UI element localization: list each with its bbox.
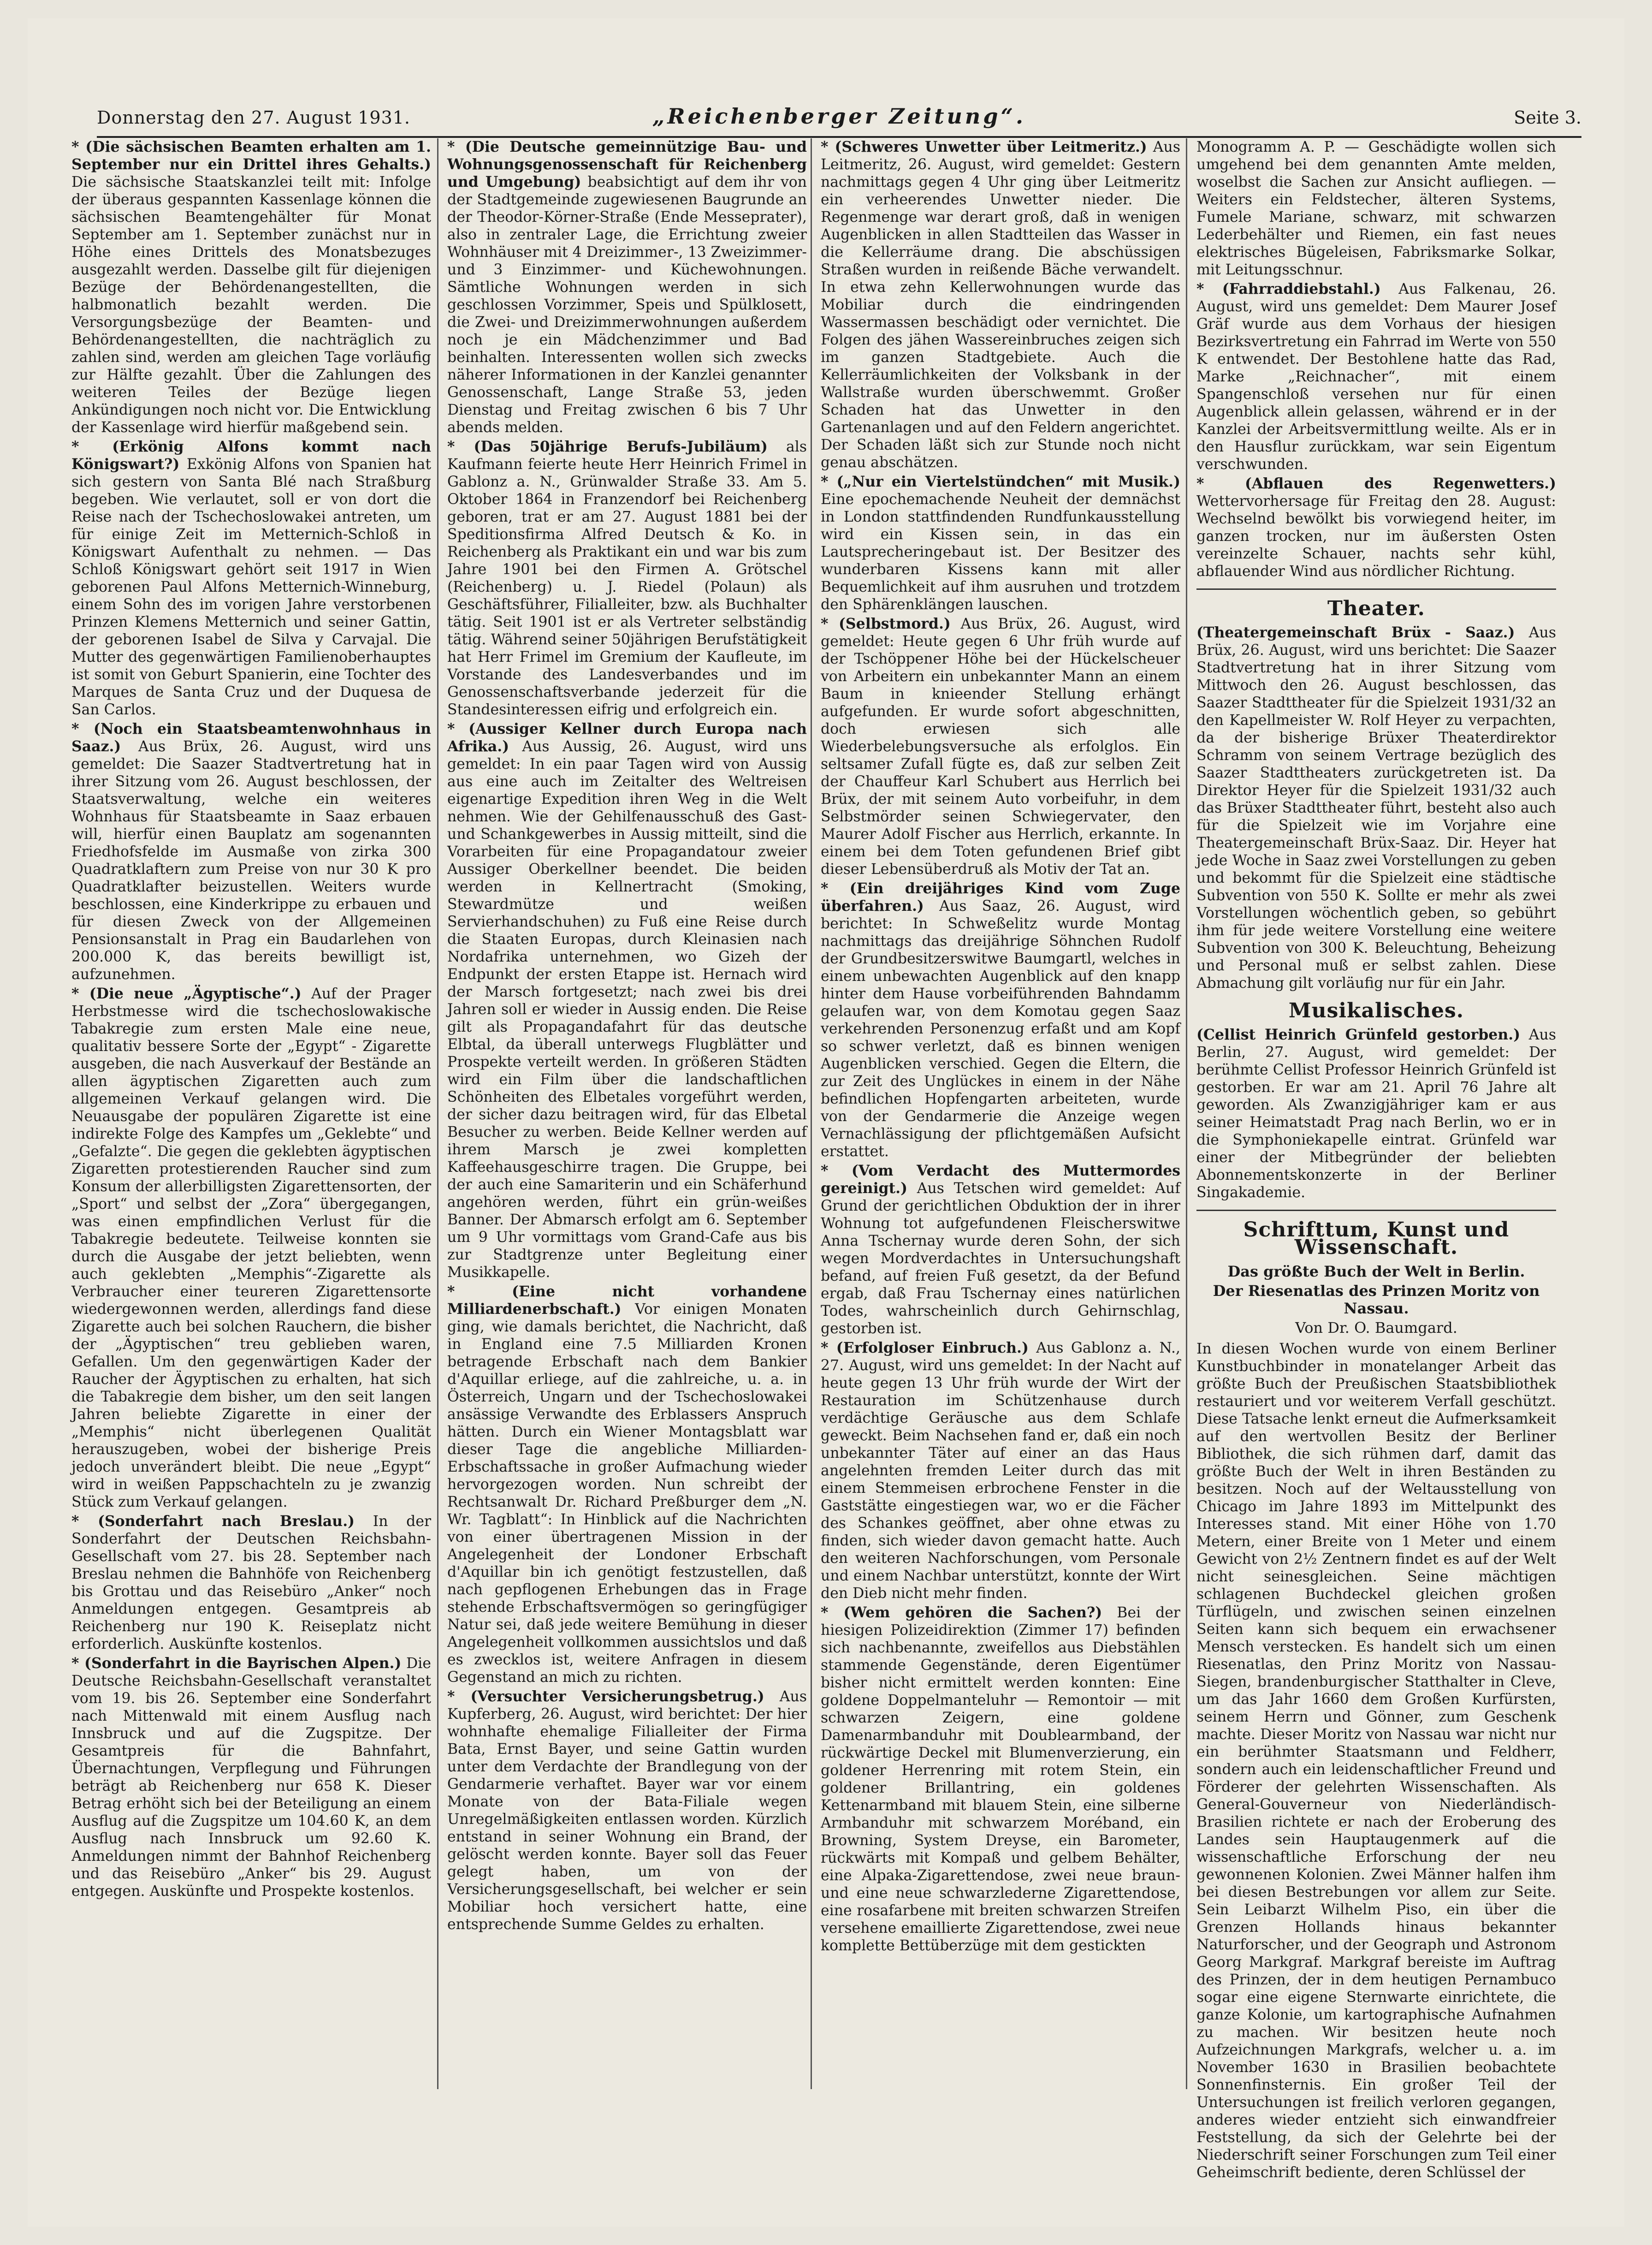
literature-heading: Schrifttum, Kunst und Wissenschaft. <box>1243 1218 1510 1259</box>
article-text: Eine epochemachende Neuheit der demnächst in London stattfindenden Rundfunkausstellung wird ein Kissen sein, in das ein Lautsprecheringebaut ist. Der Besitzer des wunderbaren Kissens kann mit aller Bequemlichkeit auf ihm ausruhen und trotzdem den Sphärenklängen lauschen. <box>821 491 1180 613</box>
article <box>71 985 431 1511</box>
article-text: In diesen Wochen wurde von einem Berliner Kunstbuchbinder in monatelanger Arbeit das größte Buch der Preußischen Staatsbibliothek restauriert und vor weiterem Verfall geschützt. Diese Tatsache lenkt erneut die Aufmerksamkeit auf den wertvollen Besitz der Berliner Bibliothek, die sich rühmen darf, damit das größte Buch der Welt in ihren Beständen zu besitzen. Noch auf der Weltausstellung von Chicago im Jahre 1893 im Mittelpunkt des Interesses stand. Mit einer Höhe von 1.70 Metern, einer Breite von 1 Meter und einem Gewicht von 2½ Zentnern findet es auf der Welt nicht seinesgleichen. Seine mächtigen schlagenen Buchdeckel gleichen großen Türflügeln, und zwischen seinen einzelnen Seiten kann sich bequem ein erwachsener Mensch verstecken. Es handelt sich um einen Riesenatlas, den Prinz Moritz von Nassau-Siegen, brandenburgischer Statthalter in Cleve, um das Jahr 1660 dem Großen Kurfürsten, seinem Herrn und Gönner, zum Geschenk machte. Dieser Moritz von Nassau war nicht nur ein berühmter Staatsmann und Feldherr, sondern auch ein leidenschaftlicher Freund und Förderer der gelehrten Wissenschaften. Als General-Gouverneur von Niederländisch-Brasilien richtete er nach der Eroberung des Landes sein Hauptaugenmerk auf die wissenschaftliche Erforschung der neu gewonnenen Kolonien. Zwei Männer halfen ihm bei diesen Bestrebungen vor allem zur Seite. Sein Leibarzt Wilhelm Piso, ein über die Grenzen Hollands hinaus bekannter Naturforscher, und der Geograph und Astronom Georg Markgraf. Markgraf bereiste im Auftrag des Prinzen, der in dem heutigen Pernambuco sogar eine eigene Sternwarte einrichtete, die ganze Kolonie, um kartographische Aufnahmen zu machen. Wir besitzen heute noch Aufzeichnungen Markgrafs, welcher u. a. im November 1630 in Brasilien beobachtete Sonnenfinsternis. Ein großer Teil der Untersuchungen ist freilich verloren gegangen, anderes wieder entzieht sich einwandfreier Feststellung, da sich der Gelehrte bei der Niederschrift seiner Forschungen zum Teil einer Geheimschrift bediente, deren Schlüssel der <box>1196 1341 1556 2181</box>
article-heading: * (Vom Verdacht des Muttermordes gereinigt.) <box>821 1162 1180 1197</box>
column-2 <box>447 138 807 2075</box>
article <box>821 615 1180 878</box>
article-text: Aus Brüx, 26. August, wird uns gemeldet: Die Saazer Stadtvertretung hat in ihrer Sitzung vom 26. August beschlossen, der Staatsverwaltung, welche ein weiteres Wohnhaus für Staatsbeamte in Saaz erbauen will, hierfür einen Bauplatz am sogenannten Friedhofsfelde im Ausmaße von zirka 300 Quadratklaftern zum Preise von nur 30 K pro Quadratklafter beizustellen. Weiters wurde beschlossen, eine Kinderkrippe zu erbauen und für diesen Zweck von der Allgemeinen Pensionsanstalt in Prag ein Baudarlehen von 200.000 K, das bereits bewilligt ist, aufzunehmen. <box>71 738 431 983</box>
column-4 <box>1196 138 1556 2181</box>
article <box>821 1604 1180 1954</box>
article-text: Wettervorhersage für Freitag den 28. August: Wechselnd bewölkt bis vorwiegend heiter, im ganzen trocken, nur im äußersten Osten vereinzelte Schauer, nachts sehr kühl, abflauender Wind aus nördlicher Richtung. <box>1196 493 1556 580</box>
article-text: Die Deutsche Reichsbahn-Gesellschaft veranstaltet vom 19. bis 26. September eine Sonderfahrt nach Mittenwald mit einem Ausflug nach Innsbruck und auf die Zugspitze. Der Gesamtpreis für die Bahnfahrt, Übernachtungen, Verpflegung und Führungen beträgt ab Reichenberg nur 658 K. Dieser Betrag erhöht sich bei der Beteiligung an einem Ausflug auf die Zugspitze um 104.60 K, an dem Ausflug nach Innsbruck um 92.60 K. Anmeldungen nimmt der Bahnhof Reichenberg und das Reisebüro „Anker“ bis 29. August entgegen. Auskünfte und Prospekte kostenlos. <box>71 1655 431 1900</box>
article-heading: * (Sonderfahrt nach Breslau.) <box>71 1513 355 1530</box>
article <box>1196 475 1556 580</box>
article <box>821 473 1180 613</box>
feature-subtitle: Der Riesenatlas des Prinzen Moritz von Nassau. <box>1213 1282 1540 1317</box>
article-text: Monogramm A. P. — Geschädigte wollen sich umgehend bei dem genannten Amte melden, woselbst die Sachen zur Ansicht aufliegen. — Weiters ein Feldstecher, älteren Systems, Fumele Mariane, schwarz, mit schwarzen Lederbehälter und Riemen, ein fast neues elektrisches Bügeleisen, Fabriksmarke Solkar, mit Leitungsschnur. <box>1196 139 1556 278</box>
article-heading: * (Abflauen des Regenwetters.) <box>1196 475 1556 492</box>
article <box>447 1283 807 1686</box>
article-heading: * (Erkönig Alfons kommt nach Königswart?) <box>71 438 431 473</box>
column-4-news <box>1196 138 1556 580</box>
article-text: als Kaufmann feierte heute Herr Heinrich Frimel in Gablonz a. N., Grünwalder Straße 33. Am 5. Oktober 1864 in Franzendorf bei Reichenberg geboren, trat er am 27. August 1881 bei der Speditionsfirma Alfred Deutsch & Ko. in Reichenberg als Praktikant ein und war bis zum Jahre 1901 bei den Firmen A. Grötschel (Reichenberg) u. J. Riedel (Polaun) als Geschäftsführer, Filialleiter, bzw. als Buchhalter tätig. Seit 1901 ist er als Vertreter selbständig tätig. Während seiner 50jährigen Berufstätigkeit hat Herr Frimel im Gremium der Kaufleute, im Vorstande des Landesverbandes und im Genossenschaftsverbande jederzeit für die Standesinteressen eifrig und erfolgreich ein. <box>447 439 807 718</box>
article <box>447 438 807 719</box>
article <box>1196 280 1556 473</box>
article-heading: (Theatergemeinschaft Brüx - Saaz.) <box>1196 624 1515 641</box>
article-text: Exkönig Alfons von Spanien hat sich gestern von Santa Blé nach Straßburg begeben. Wie verlautet, soll er von dort die Reise nach der Tschechoslowakei antreten, um für einige Zeit im Metternich-Schloß in Königswart Aufenthalt zu nehmen. — Das Schloß Königswart gehört seit 1917 in Wien geborenen Paul Alfons Metternich-Winneburg, einem Sohn des im vorigen Jahre verstorbenen Prinzen Klemens Metternich und seiner Gattin, der geborenen Isabel de Silva y Carvajal. Die Mutter des gegenwärtigen Familienoberhauptes ist somit von Geburt Spanierin, eine Tochter des Marques de Santa Cruz und der Duquesa de San Carlos. <box>71 456 431 718</box>
article-text: Aus Aussig, 26. August, wird uns gemeldet: In ein paar Tagen wird von Aussig aus eine auch im Zeitalter des Weltreisen eigenartige Expedition ihren Weg in die Welt nehmen. Wie der Gehilfenausschuß des Gast- und Schankgewerbes in Aussig mitteilt, sind die Vorarbeiten für eine Propagandatour zweier Aussiger Oberkellner beendet. Die beiden werden in Kellnertracht (Smoking, Stewardmütze und weißen Servierhandschuhen) zu Fuß eine Reise durch die Staaten Europas, durch Kleinasien nach Nordafrika unternehmen, wo Gizeh der Endpunkt der ersten Etappe ist. Hernach wird der Marsch fortgesetzt; nach zwei bis drei Jahren soll er wieder in Aussig enden. Die Reise gilt als Propagandafahrt für das deutsche Elbtal, da überall unterwegs Flugblätter und Prospekte verteilt werden. In größeren Städten wird ein Film über die landschaftlichen Schönheiten des Elbetales vorgeführt werden, der sicher dazu beitragen wird, für das Elbetal Besucher zu werben. Beide Kellner werden auf ihrem Marsch je zwei kompletten Kaffeehausgeschirre tragen. Die Gruppe, bei der auch eine Samariterin und ein Schäferhund angehören werden, führt ein grün-weißes Banner. Der Abmarsch erfolgt am 6. September um 9 Uhr vormittags vom Grand-Cafe aus bis zur Stadtgrenze unter Begleitung einer Musikkapelle. <box>447 738 807 1281</box>
article <box>447 720 807 1281</box>
divider <box>1196 1210 1556 1211</box>
article-text: beabsichtigt auf dem ihr von der Stadtgemeinde zugewiesenen Baugrunde an der Theodor-Körner-Straße (Ende Messeprater), also in zentraler Lage, die Errichtung zweier Wohnhäuser mit 4 Dreizimmer-, 13 Zweizimmer- und 3 Einzimmer- und Küchewohnungen. Sämtliche Wohnungen werden in sich geschlossen Vorzimmer, Speis und Spülklosett, die Zwei- und Dreizimmerwohnungen außerdem noch je ein Mädchenzimmer und Bad beinhalten. Interessenten wollen sich zwecks näherer Informationen in der Kanzlei genannter Genossenschaft, Lange Straße 53, jeden Dienstag und Freitag zwischen 6 bis 7 Uhr abends melden. <box>447 174 807 436</box>
article-text: Aus Saaz, 26. August, wird berichtet: In Schweßelitz wurde Montag nachmittags das dreijährige Söhnchen Rudolf der Grundbesitzerswitwe Baumgartl, welches in einem unbewachten Augenblick auf den knapp hinter dem Hause vorbeiführenden Bahndamm gelaufen war, von dem Komotau gegen Saaz verkehrenden Personenzug erfaßt und am Kopf so schwer verletzt, daß es binnen wenigen Augenblicken verschied. Gegen die Eltern, die zur Zeit des Unglückes in einem in der Nähe befindlichen Hopfengarten arbeiteten, wurde von der Gendarmerie die Anzeige wegen Vernachlässigung der pflichtgemäßen Aufsicht erstattet. <box>821 898 1180 1160</box>
article-text: Aus Kupferberg, 26. August, wird berichtet: Der hier wohnhafte ehemalige Filialleiter der Firma Bata, Ernst Bayer, und seine Gattin wurden unter dem Verdachte der Brandlegung von der Gendarmerie verhaftet. Bayer war vor einem Monate von der Bata-Filiale wegen Unregelmäßigkeiten entlassen worden. Kürzlich entstand in seiner Wohnung ein Brand, der gelöscht werden konnte. Bayer soll das Feuer gelegt haben, um von der Versicherungsgesellschaft, bei welcher er sein Mobiliar hoch versichert hatte, eine entsprechende Summe Geldes zu erhalten. <box>447 1688 807 1933</box>
column-3 <box>821 138 1180 2075</box>
article <box>71 438 431 719</box>
article <box>71 138 431 436</box>
article-heading: * (Das 50jährige Berufs-Jubiläum) <box>447 438 768 455</box>
article <box>1196 624 1556 992</box>
article-text: Aus Leitmeritz, 26. August, wird gemeldet: Gestern nachmittags gegen 4 Uhr ging über Leitmeritz ein verheerendes Unwetter nieder. Die Regenmenge war derart groß, daß in wenigen Augenblicken in allen Stadtteilen das Wasser in die Kellerräume drang. Die abschüssigen Straßen wurden in reißende Bäche verwandelt. In etwa zehn Kellerwohnungen wurde das Mobiliar durch die eindringenden Wassermassen beschädigt oder vernichtet. Die Folgen des jähen Wassereinbruches zeigen sich im ganzen Stadtgebiete. Auch die Kellerräumlichkeiten der Volksbank in der Wallstraße wurden überschwemmt. Großer Schaden hat das Unwetter in den Gartenanlagen und auf den Feldern angerichtet. Der Schaden läßt sich zur Stunde noch nicht genau abschätzen. <box>821 139 1180 471</box>
theater-heading: Theater. <box>1327 597 1425 620</box>
article-text: Bei der hiesigen Polizeidirektion (Zimmer 17) befinden sich nachbenannte, zweifellos aus Diebstählen stammende Gegenstände, deren Eigentümer bisher nicht ermittelt werden konnten: Eine goldene Doppelmanteluhr — Remontoir — mit schwarzen Zeigern, eine goldene Damenarmbanduhr mit Doublearmband, der rückwärtige Deckel mit Blumenverzierung, ein goldener Herrenring mit rotem Stein, ein goldener Brillantring, ein goldenes Kettenarmband mit blauem Stein, eine silberne Armbanduhr mit schwarzem Moréband, ein Browning, System Dreyse, ein Barometer, rückwärts mit Kompaß und gelbem Behälter, eine Alpaka-Zigarettendose, zwei neue braun- und eine neue schwarzlederne Zigarettendose, eine rosafarbene mit breiten schwarzen Streifen versehene emaillierte Zigarettendose, zwei neue komplette Bettüberzüge mit dem gestickten <box>821 1604 1180 1954</box>
article-text: Aus Tetschen wird gemeldet: Auf Grund der gerichtlichen Obduktion der in ihrer Wohnung tot aufgefundenen Fleischerswitwe Anna Tschernay wurde deren Sohn, der sich wegen Mordverdachtes in Untersuchungshaft befand, auf freien Fuß gesetzt, da der Befund ergab, daß Frau Tschernay eines natürlichen Todes, wahrscheinlich durch Gehirnschlag, gestorben ist. <box>821 1180 1180 1337</box>
column-rule <box>437 138 438 2089</box>
article-text: Aus Brüx, 26. August, wird uns berichtet: Die Saazer Stadtvertretung hat in ihrer Sitzung vom Mittwoch den 26. August beschlossen, das Saazer Stadttheater für die Spielzeit 1931/32 an den Kapellmeister W. Rolf Heyer zu verpachten, da der bisherige Brüxer Theaterdirektor Schramm von seinem Vertrage bezüglich des Saazer Stadttheaters zurückgetreten ist. Da Direktor Heyer für die Spielzeit 1931/32 auch das Brüxer Stadttheater führt, besteht also auch für die Spielzeit wie im Vorjahre eine Theatergemeinschaft Brüx-Saaz. Dir. Heyer hat jede Woche in Saaz zwei Vorstellungen zu geben und bekommt für die Spielzeit eine städtische Subvention von 550 K. Sollte er mehr als zwei Vorstellungen wöchentlich geben, so gebührt ihm für jede weitere Vorstellung eine weitere Subvention von 300 K. Beleuchtung, Beheizung und Personal muß er selbst zahlen. Diese Abmachung gilt vorläufig nur für ein Jahr. <box>1196 624 1556 992</box>
masthead: „Reichenberger Zeitung“. <box>652 104 1026 129</box>
article <box>71 1655 431 1900</box>
page-header <box>97 104 1581 138</box>
header-date: Donnerstag den 27. August 1931. <box>97 107 411 128</box>
article-heading: * (Sonderfahrt in die Bayrischen Alpen.) <box>71 1655 402 1672</box>
article-heading: * (Aussiger Kellner durch Europa nach Afrika.) <box>447 720 807 755</box>
article <box>447 1688 807 1933</box>
feature-title: Das größte Buch der Welt in Berlin. <box>1227 1263 1525 1280</box>
byline: Von Dr. O. Baumgard. <box>1295 1319 1457 1336</box>
article <box>821 1339 1180 1602</box>
column-1 <box>71 138 431 2075</box>
article-heading: * (Die neue „Ägyptische“.) <box>71 985 302 1002</box>
article-text: Die sächsische Staatskanzlei teilt mit: Infolge der überaus gespannten Kassenlage können die sächsischen Beamtengehälter für Monat September am 1. September zunächst nur in Höhe eines Drittels des Monatsbezuges ausgezahlt werden. Dasselbe gilt für diejenigen Bezüge der Behördenangestellten, die halbmonatlich bezahlt werden. Die Versorgungsbezüge der Beamten- und Behördenangestellten, die nachträglich zu zahlen sind, werden am gleichen Tage vorläufig zur Hälfte gezahlt. Über die Zahlungen des weiteren Teiles der Bezüge liegen Ankündigungen noch nicht vor. Die Entwicklung der Kassenlage wird hierfür maßgebend sein. <box>71 174 431 436</box>
article-heading: * (Wem gehören die Sachen?) <box>821 1604 1102 1621</box>
page-number: Seite 3. <box>1514 107 1581 128</box>
article-heading: * („Nur ein Viertelstündchen“ mit Musik.) <box>821 473 1180 490</box>
article <box>71 720 431 983</box>
article <box>821 1162 1180 1337</box>
article-heading: * (Eine nicht vorhandene Milliardenerbschaft.) <box>447 1283 807 1318</box>
article <box>1196 138 1556 279</box>
article-heading: * (Fahrraddiebstahl.) <box>1196 280 1381 297</box>
article-heading: (Cellist Heinrich Grünfeld gestorben.) <box>1196 1026 1521 1043</box>
article <box>71 1513 431 1653</box>
article-heading: * (Schweres Unwetter über Leitmeritz.) <box>821 138 1147 155</box>
article-heading: * (Noch ein Staatsbeamtenwohnhaus in Saaz.) <box>71 720 431 755</box>
article-heading: * (Die sächsischen Beamten erhalten am 1. September nur ein Drittel ihres Gehalts.) <box>71 138 431 173</box>
article-text: In der Sonderfahrt der Deutschen Reichsbahn-Gesellschaft vom 27. bis 28. September nach Breslau nehmen die Bahnhöfe von Reichenberg bis Grottau und das Reisebüro „Anker“ noch Anmeldungen entgegen. Gesamtpreis ab Reichenberg nur 190 K. Reiseplatz nicht erforderlich. Auskünfte kostenlos. <box>71 1513 432 1652</box>
article-heading: * (Die Deutsche gemeinnützige Bau- und Wohnungsgenossenschaft für Reichenberg und Umgebung) <box>447 138 807 190</box>
article-heading: * (Erfolgloser Einbruch.) <box>821 1339 1029 1356</box>
article-heading: * (Ein dreijähriges Kind vom Zuge überfahren.) <box>821 880 1180 915</box>
article-text: Vor einigen Monaten ging, wie damals berichtet, die Nachricht, daß in England eine 7.5 Milliarden Kronen betragende Erbschaft nach dem Bankier d'Aquillar erliege, auf die zahlreiche, u. a. in Österreich, Ungarn und der Tschechoslowakei ansässige Verwandte des Erblassers Anspruch hätten. Durch ein Wiener Montagsblatt war dieser Tage die angebliche Milliarden-Erbschaftssache in großer Aufmachung wieder hervorgezogen worden. Nun schreibt der Rechtsanwalt Dr. Richard Preßburger dem „N. Wr. Tagblatt“: In Hinblick auf die Nachrichten von einer übertragenen Mission in der Angelegenheit der Londoner Erbschaft d'Aquillar bin ich genötigt festzustellen, daß nach gepflogenen Erhebungen das in Frage stehende Erbschaftsvermögen so geringfügiger Natur sei, daß jede weitere Bemühung in dieser Angelegenheit vollkommen aussichtslos und daß es zwecklos ist, weitere Anfragen in diesem Gegenstand an mich zu richten. <box>447 1301 807 1686</box>
column-rule <box>811 138 812 2089</box>
music-heading: Musikalisches. <box>1288 999 1464 1022</box>
article-text: Aus Falkenau, 26. August, wird uns gemeldet: Dem Maurer Josef Gräf wurde aus dem Vorhaus der hiesigen Bezirksvertretung ein Fahrrad im Werte von 550 K entwendet. Der Bestohlene hatte das Rad, Marke „Reichnacher“, mit einem Spangenschloß versehen nur für einen Augenblick allein gelassen, während er in der Kanzlei der Arbeitsvermittlung weilte. Als er in den Hausflur zurückkam, war sein Eigentum verschwunden. <box>1196 281 1556 473</box>
article <box>447 138 807 436</box>
article-text: Aus Berlin, 27. August, wird gemeldet: Der berühmte Cellist Professor Heinrich Grünfeld ist gestorben. Er war am 21. April 76 Jahre alt geworden. Als Zwanzigjähriger kam er aus seiner Heimatstadt Prag nach Berlin, wo er in die Symphoniekapelle eintrat. Grünfeld war einer der Mitbegründer der beliebten Abonnementskonzerte in der Berliner Singakademie. <box>1196 1027 1556 1201</box>
article-text: Aus Brüx, 26. August, wird gemeldet: Heute gegen 6 Uhr früh wurde auf der Tschöppener Höhe bei der Hückelscheuer von Arbeitern ein unbekannter Mann an einem Baum in knieender Stellung erhängt aufgefunden. Er wurde sofort abgeschnitten, doch erwiesen sich alle Wiederbelebungsversuche als erfolglos. Ein seltsamer Zufall fügte es, daß zur selben Zeit der Chauffeur Karl Schubert aus Herrlich bei Brüx, der mit seinem Auto vorbeifuhr, in dem Selbstmörder seinen Schwiegervater, den Maurer Adolf Fischer aus Herrlich, erkannte. In einem bei dem Toten gefundenen Brief gibt dieser Lebensüberdruß als Motiv der Tat an. <box>821 616 1181 878</box>
article <box>821 880 1180 1160</box>
article-text: Aus Gablonz a. N., 27. August, wird uns gemeldet: In der Nacht auf heute gegen 13 Uhr früh wurde der Wirt der Restauration im Schützenhause durch verdächtige Geräusche aus dem Schlafe geweckt. Beim Nachsehen fand er, daß ein noch unbekannter Täter auf einer an das Haus angelehnten fremden Leiter durch das mit einem Stemmeisen erbrochene Fenster in die Gaststätte eingestiegen war, wo er die Fächer des Schankes geöffnet, aber ohne etwas zu finden, sich wieder davon gemacht hatte. Auch den weiteren Nachforschungen, vom Personale und einem Nachbar unterstützt, konnte der Wirt den Dieb nicht mehr finden. <box>821 1340 1181 1602</box>
article-heading: * (Versuchter Versicherungsbetrug.) <box>447 1688 764 1705</box>
article-heading: * (Selbstmord.) <box>821 615 951 632</box>
divider <box>1196 588 1556 590</box>
article-text: Auf der Prager Herbstmesse wird die tschechoslowakische Tabakregie zum ersten Male eine neue, qualitativ bessere Sorte der „Egypt“ - Zigarette ausgeben, die nach Ausverkauf der Bestände an allen ägyptischen Zigaretten auch zum allgemeinen Verkauf gelangen wird. Die Neuausgabe der populären Zigarette ist eine indirekte Folge des Kampfes um „Geklebte“ und „Gefalzte“. Die gegen die geklebten ägyptischen Zigaretten protestierenden Raucher sind zum Konsum der allerbilligsten Zigarettensorten, der „Sport“ und selbst der „Zora“ übergegangen, was einen empfindlichen Verlust für die Tabakregie bedeutete. Teilweise konnten sie durch die Ausgabe der jetzt beliebten, wenn auch geklebten „Memphis“-Zigarette als Verbraucher einer teureren Zigarettensorte wiedergewonnen werden, allerdings fand diese Zigarette auch bei solchen Rauchern, die bisher der „Ägyptischen“ treu geblieben waren, Gefallen. Um den gegenwärtigen Kader der Raucher der Ägyptischen zu erhalten, hat sich die Tabakregie dem bisher, um den seit langen Jahren beliebte Zigarette in einer der „Memphis“ nicht überlegenen Qualität herauszugeben, wobei der bisherige Preis jedoch unverändert bleibt. Die neue „Egypt“ wird in weißen Pappschachteln zu je zwanzig Stück zum Verkauf gelangen. <box>71 986 432 1510</box>
article <box>1196 1026 1556 1201</box>
article <box>821 138 1180 471</box>
column-rule <box>1186 138 1187 2089</box>
